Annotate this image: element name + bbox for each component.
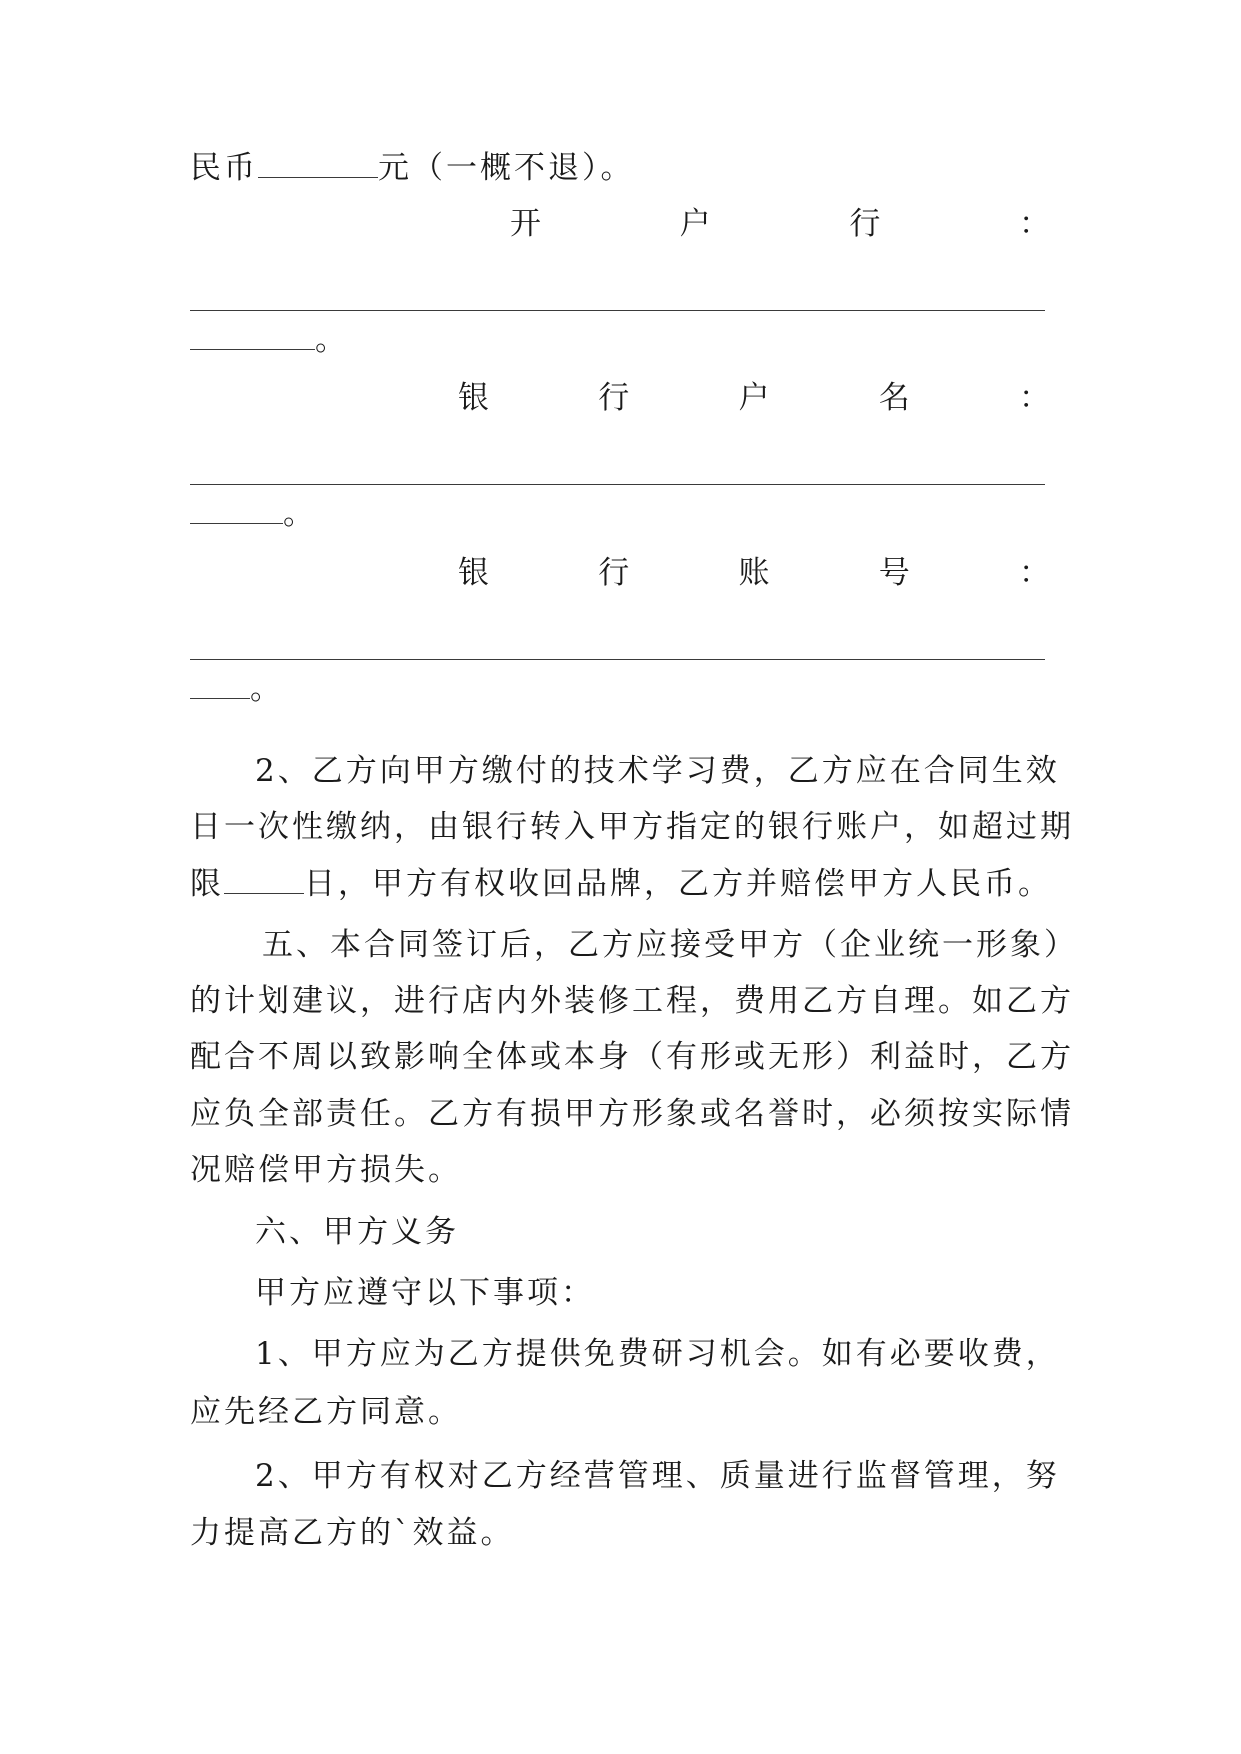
- para2-line3: [190, 866, 1050, 902]
- bank-open-tail: 。: [315, 322, 349, 358]
- para5-line4: 应负全部责任。乙方有损甲方形象或名誉时，必须按实际情: [190, 1096, 1074, 1132]
- bank-account-tail: 。: [250, 671, 284, 707]
- fee-line-suffix: 元（一概不退）。: [378, 150, 635, 186]
- bank-open-char: ：: [1018, 206, 1050, 242]
- para2-line1: 2、乙方向甲方缴付的技术学习费，乙方应在合同生效: [255, 753, 1060, 789]
- bank-open-char: 行: [849, 206, 881, 242]
- bank-account-char: 行: [598, 555, 630, 591]
- fee-blank: [258, 151, 378, 178]
- bank-name-label: [190, 380, 1050, 416]
- para5-line1: 五、本合同签订后，乙方应接受甲方（企业统一形象）: [262, 927, 1078, 963]
- bank-name-tail-line: [190, 496, 1050, 532]
- bank-name-char: 行: [598, 380, 630, 416]
- para2-line2: 日一次性缴纳，由银行转入甲方指定的银行账户，如超过期: [190, 809, 1074, 845]
- bank-account-blank-short: [190, 672, 250, 699]
- section6-intro: 甲方应遵守以下事项：: [255, 1275, 595, 1311]
- para5-line2: 的计划建议，进行店内外装修工程，费用乙方自理。如乙方: [190, 983, 1074, 1019]
- item1-line2: 应先经乙方同意。: [190, 1394, 462, 1430]
- bank-account-label: [190, 555, 1050, 591]
- bank-open-blank-line: [190, 310, 1045, 311]
- bank-name-char: 户: [738, 380, 770, 416]
- bank-name-blank-line: [190, 484, 1045, 485]
- section6-heading: 六、甲方义务: [255, 1214, 459, 1250]
- bank-open-label: [190, 206, 1050, 242]
- bank-name-tail: 。: [283, 496, 317, 532]
- bank-open-char: 户: [679, 206, 711, 242]
- bank-name-blank-short: [190, 497, 283, 524]
- bank-open-tail-line: [190, 322, 1050, 358]
- para2-line3-prefix: 限: [190, 866, 224, 902]
- para5-line3: 配合不周以致影响全体或本身（有形或无形）利益时，乙方: [190, 1039, 1074, 1075]
- bank-name-char: 名: [878, 380, 910, 416]
- fee-line-prefix: 民币: [190, 150, 258, 186]
- bank-open-blank-short: [190, 323, 315, 350]
- bank-open-char: 开: [510, 206, 541, 242]
- days-blank: [224, 867, 304, 894]
- item2-line1: 2、甲方有权对乙方经营管理、质量进行监督管理，努: [255, 1458, 1060, 1494]
- bank-account-tail-line: [190, 671, 1050, 707]
- bank-name-char: 银: [458, 380, 489, 416]
- item2-line2: 力提高乙方的`效益。: [190, 1515, 515, 1551]
- fee-line: [190, 150, 1050, 186]
- item1-line1: 1、甲方应为乙方提供免费研习机会。如有必要收费，: [255, 1336, 1060, 1372]
- para5-line5: 况赔偿甲方损失。: [190, 1152, 462, 1188]
- bank-account-char: 号: [878, 555, 910, 591]
- bank-account-char: 银: [458, 555, 489, 591]
- bank-account-blank-line: [190, 659, 1045, 660]
- para2-line3-suffix: 日，甲方有权收回品牌，乙方并赔偿甲方人民币。: [304, 866, 1052, 902]
- bank-account-char: ：: [1019, 555, 1050, 591]
- bank-account-char: 账: [738, 555, 770, 591]
- bank-name-char: ：: [1019, 380, 1050, 416]
